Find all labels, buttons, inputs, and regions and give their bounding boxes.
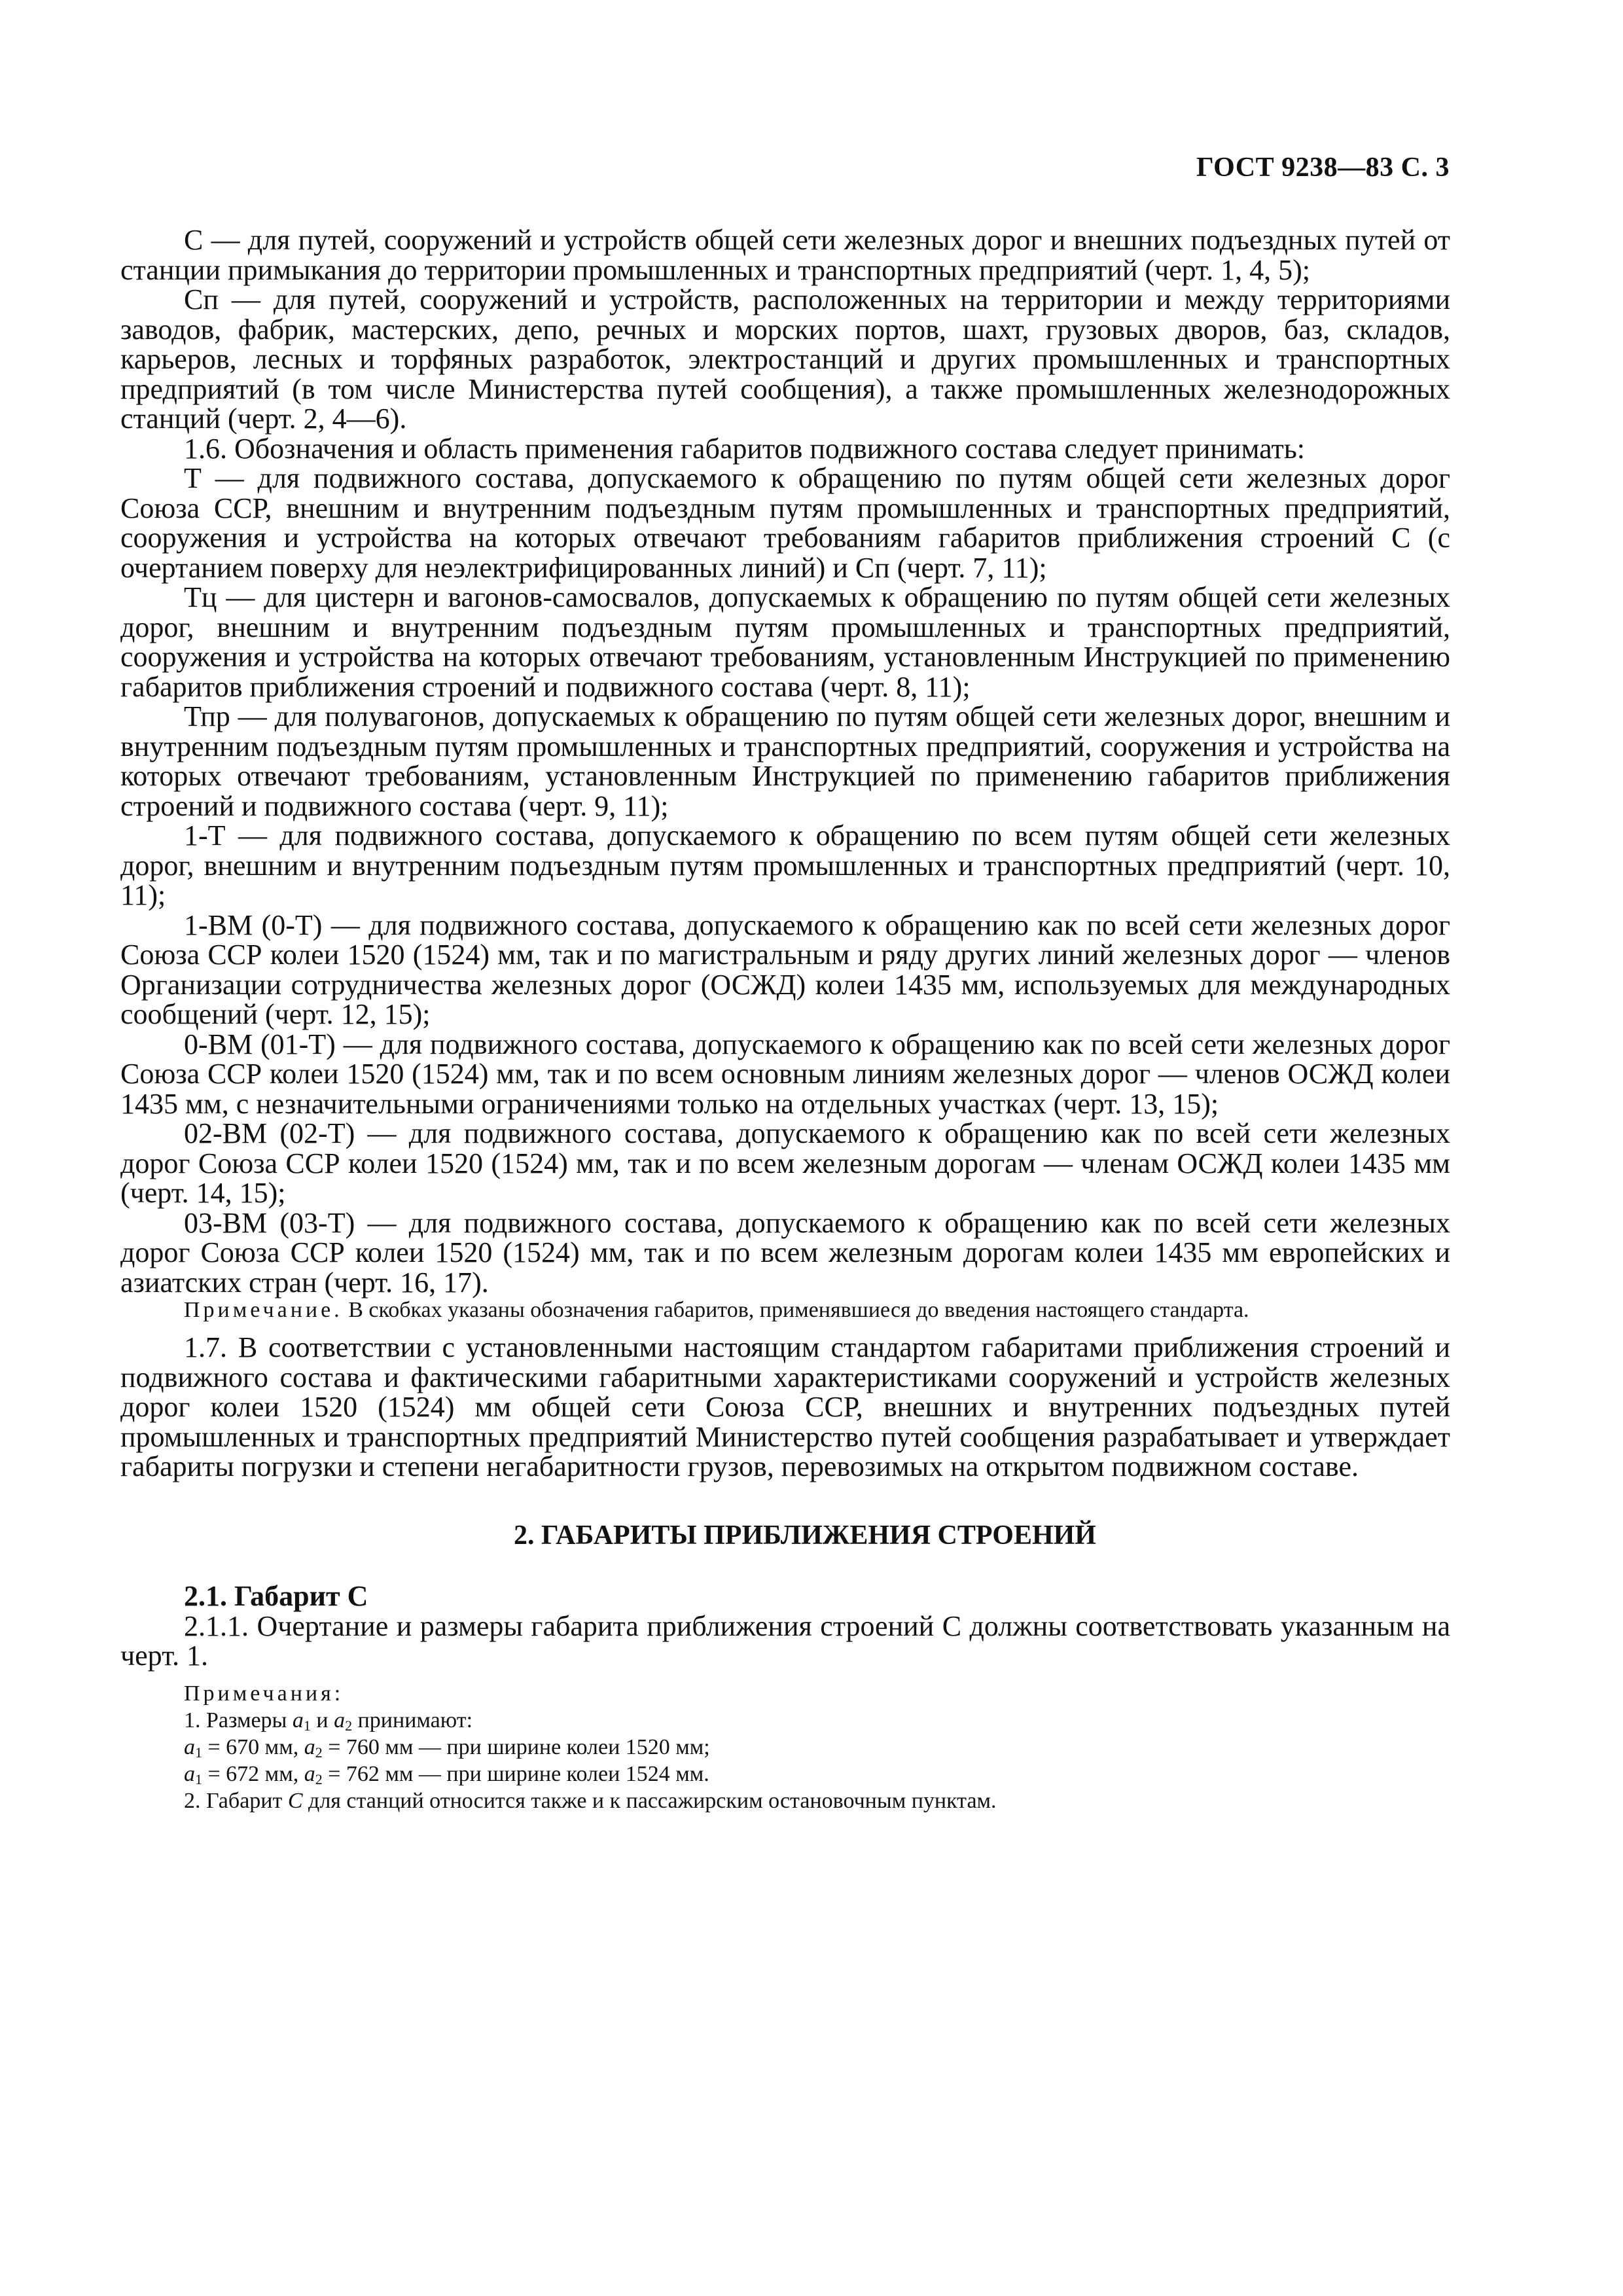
paragraph-1t: 1-Т — для подвижного состава, допускаемого к обращению по всем путям общей сети железных дорог, внешним и внутренним подъездным путям промышленных и транспортных предприятий (черт. 10, 11); — [120, 819, 1450, 911]
document-body — [120, 225, 1450, 1814]
paragraph-02vm: 02-ВМ (02-Т) — для подвижного состава, допускаемого к обращению как по всей сети железных дорог Союза ССР колеи 1520 (1524) мм, так и по всем железным дорогам — членам ОСЖД колеи 1435 мм (черт. 14, 15); — [120, 1117, 1450, 1209]
paragraph-t: Т — для подвижного состава, допускаемого к обращению по путям общей сети железных дорог Союза ССР, внешним и внутренним подъездным путям промышленных и транспортных предприятий, сооружения и устройства на которых отвечают требованиям габаритов приближения строений С (с очертанием поверху для неэлектрифицированных линий) и Сп (черт. 7, 11); — [120, 462, 1450, 584]
note-line-2: 2. Габарит С для станций относится также и к пассажирским остановочным пунктам. — [184, 1788, 997, 1813]
subsection-heading: 2.1. Габарит С — [184, 1579, 368, 1612]
paragraph-tpr: Тпр — для полувагонов, допускаемых к обращению по путям общей сети железных дорог, внешним и внутренним подъездным путям промышленных и транспортных предприятий, сооружения и устройства на которых отвечают требованиям, установленным Инструкцией по применению габаритов приближения строений и подвижного состава (черт. 9, 11); — [120, 700, 1450, 822]
paragraph-03vm: 03-ВМ (03-Т) — для подвижного состава, допускаемого к обращению как по всей сети железных дорог Союза ССР колеи 1520 (1524) мм, так и по всем железным дорогам колеи 1435 мм европейских и азиатских стран (черт. 16, 17). — [120, 1206, 1450, 1299]
paragraph-1-6: 1.6. Обозначения и область применения габаритов подвижного состава следует принимать: — [184, 432, 1306, 465]
notes-block — [120, 1680, 1450, 1814]
note-brackets — [120, 1297, 1450, 1323]
note-line-1520: $a_1 = 670$ мм, $a_2 = 760$ мм — при ширине колеи 1520 мм; — [184, 1734, 710, 1761]
notes-label: Примечания: — [184, 1681, 344, 1706]
note-line-1524: $a_1 = 672$ мм, $a_2 = 762$ мм — при ширине колеи 1524 мм. — [184, 1761, 709, 1787]
paragraph-1vm: 1-ВМ (0-Т) — для подвижного состава, допускаемого к обращению как по всей сети железных дорог Союза ССР колеи 1520 (1524) мм, так и по магистральным и ряду других линий железных дорог — членов Организации сотрудничества железных дорог (ОСЖД) колеи 1435 мм, используемых для международных сообщений (черт. 12, 15); — [120, 908, 1450, 1030]
note-line-1: 1. Размеры $a_1$ и $a_2$ принимают: — [184, 1708, 473, 1734]
paragraph-sp: Сп — для путей, сооружений и устройств, расположенных на территории и между территориями заводов, фабрик, мастерских, депо, речных и морских портов, шахт, грузовых дворов, баз, складов, карьеров, лесных и торфяных разработок, электростанций и других промышленных и транспортных предприятий (в том числе Министерства путей сообщения), а также промышленных железнодорожных станций (черт. 2, 4—6). — [120, 283, 1450, 435]
section-heading: 2. ГАБАРИТЫ ПРИБЛИЖЕНИЯ СТРОЕНИЙ — [514, 1520, 1096, 1551]
note-label: Примечание. — [184, 1298, 343, 1322]
paragraph-2-1-1: 2.1.1. Очертание и размеры габарита приближения строений С должны соответствовать указанным на черт. 1. — [120, 1609, 1450, 1672]
paragraph-tc: Тц — для цистерн и вагонов-самосвалов, допускаемых к обращению по путям общей сети железных дорог, внешним и внутренним подъездным путям промышленных и транспортных предприятий, сооружения и устройства на которых отвечают требованиям, установленным Инструкцией по применению габаритов приближения строений и подвижного состава (черт. 8, 11); — [120, 581, 1450, 703]
paragraph-c: С — для путей, сооружений и устройств общей сети железных дорог и внешних подъездных путей от станции примыкания до территории промышленных и транспортных предприятий (черт. 1, 4, 5); — [120, 224, 1450, 286]
page-header: ГОСТ 9238—83 С. 3 — [1196, 152, 1450, 183]
paragraph-0vm: 0-ВМ (01-Т) — для подвижного состава, допускаемого к обращению как по всей сети железных дорог Союза ССР колеи 1520 (1524) мм, так и по всем основным линиям железных дорог — членов ОСЖД колеи 1435 мм, с незначительными ограничениями только на отдельных участках (черт. 13, 15); — [120, 1028, 1450, 1120]
paragraph-1-7: 1.7. В соответствии с установленными настоящим стандартом габаритами приближения строений и подвижного состава и фактическими габаритными характеристиками сооружений и устройств железных дорог колеи 1520 (1524) мм общей сети Союза ССР, внешних и внутренних подъездных путей промышленных и транспортных предприятий Министерство путей сообщения разрабатывает и утверждает габариты погрузки и степени негабаритности грузов, перевозимых на открытом подвижном составе. — [120, 1331, 1450, 1482]
note-text: В скобках указаны обозначения габаритов, применявшиеся до введения настоящего стандарта. — [342, 1298, 1249, 1322]
